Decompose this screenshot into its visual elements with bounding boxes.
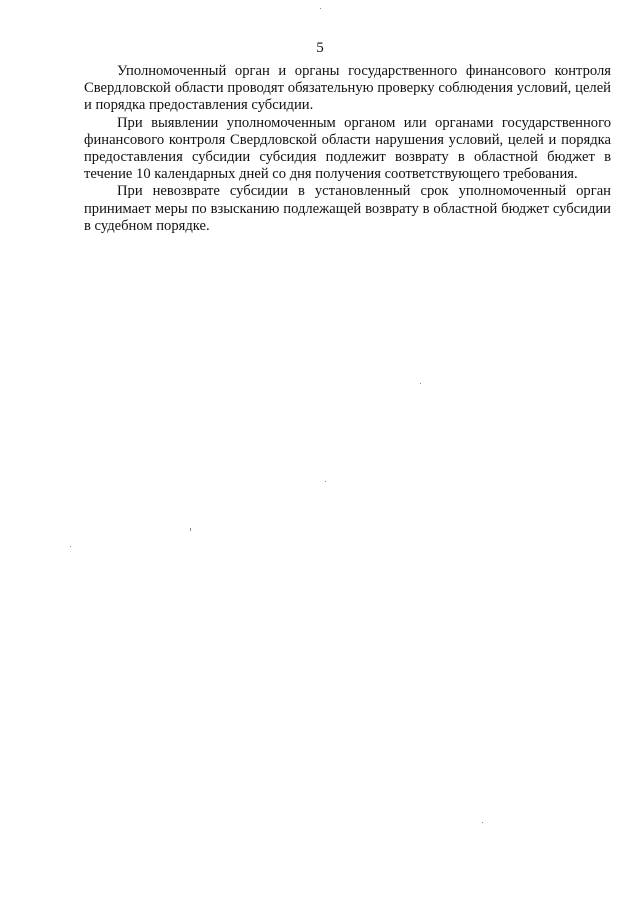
- scan-speck: [325, 481, 326, 482]
- scan-speck: [420, 383, 421, 384]
- scan-speck: [482, 822, 483, 823]
- document-body: [84, 63, 611, 235]
- scan-speck: [320, 8, 321, 9]
- paragraph-court-recovery: При невозврате субсидии в установленный срок уполномоченный орган принимает меры по взысканию подлежащей возврату в областной бюджет субсидии в судебном порядке.: [84, 183, 611, 234]
- paragraph-violation-refund: При выявлении уполномоченным органом или органами государственного финансового контроля Свердловской области нарушения условий, целей и порядка предоставления субсидии субсидия подлежит возврату в областной бюджет в течение 10 календарных дней со дня получения соответствующего требования.: [84, 114, 611, 183]
- page-number: 5: [316, 40, 324, 56]
- scan-speck: [70, 546, 71, 547]
- scan-speck: [190, 528, 191, 531]
- paragraph-verification: Уполномоченный орган и органы государственного финансового контроля Свердловской области проводят обязательную проверку соблюдения условий, целей и порядка предоставления субсидии.: [84, 63, 611, 114]
